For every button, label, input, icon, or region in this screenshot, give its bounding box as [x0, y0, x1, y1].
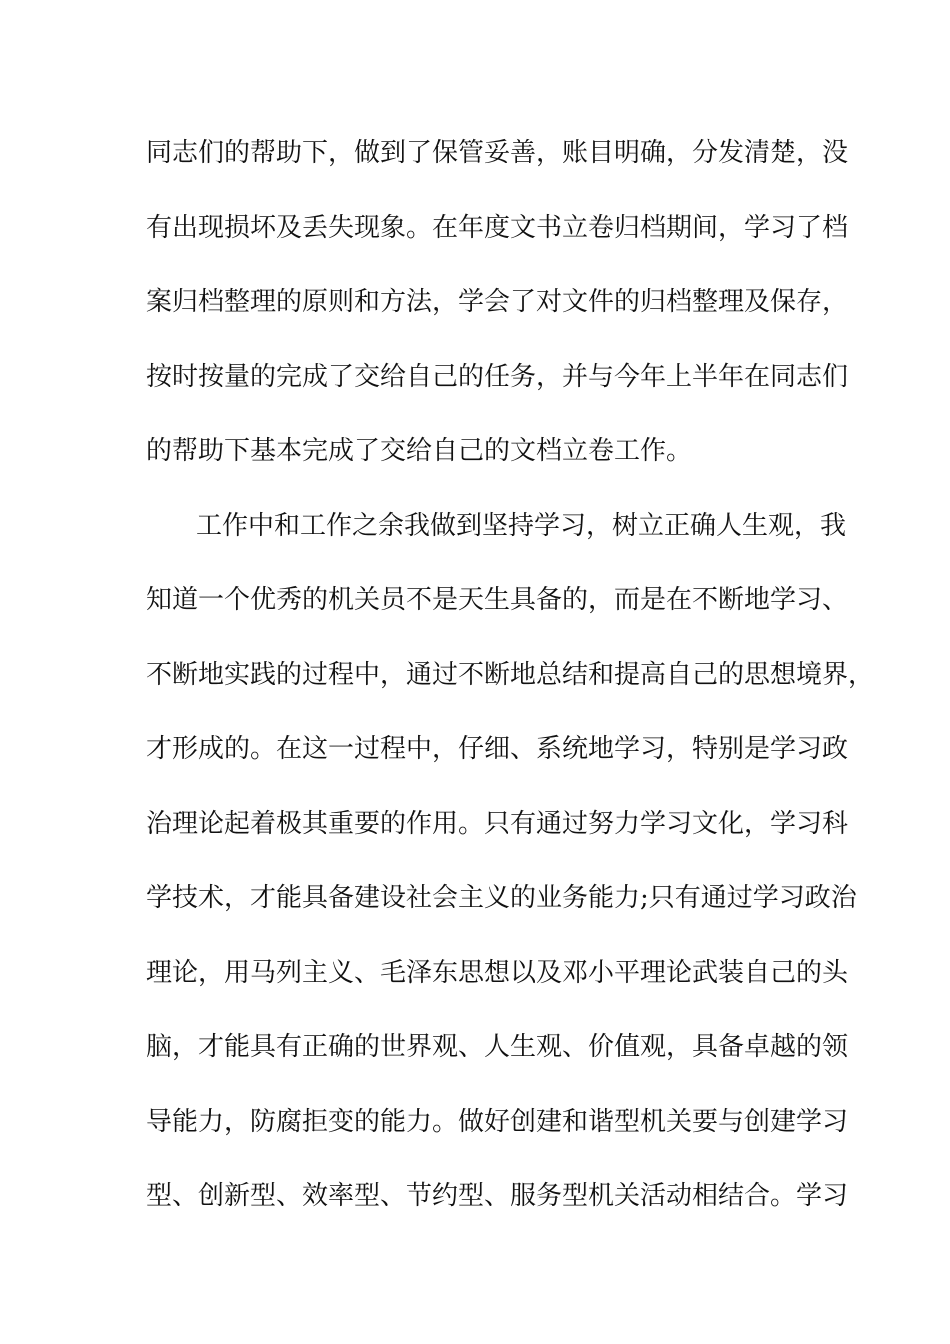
text-line: 型、创新型、效率型、节约型、服务型机关活动相结合。学习: [146, 1181, 849, 1211]
text-line: 有出现损坏及丢失现象。在年度文书立卷归档期间，学习了档: [146, 212, 849, 243]
text-line: 理论，用马列主义、毛泽东思想以及邓小平理论武装自己的头: [146, 957, 849, 988]
text-line: 导能力，防腐拒变的能力。做好创建和谐型机关要与创建学习: [146, 1106, 849, 1137]
text-line: 才形成的。在这一过程中，仔细、系统地学习，特别是学习政: [146, 734, 849, 764]
body-text: [146, 136, 875, 1254]
text-line: 学技术，才能具备建设社会主义的业务能力;只有通过学习政治: [146, 883, 857, 913]
paragraph-first-line: 工作中和工作之余我做到坚持学习，树立正确人生观，我: [196, 510, 847, 541]
text-line: 同志们的帮助下，做到了保管妥善，账目明确，分发清楚，没: [146, 138, 849, 168]
text-line: 案归档整理的原则和方法，学会了对文件的归档整理及保存，: [146, 287, 849, 317]
text-line: 的帮助下基本完成了交给自己的文档立卷工作。: [146, 436, 693, 466]
text-line: 脑，才能具有正确的世界观、人生观、价值观，具备卓越的领: [146, 1032, 849, 1062]
text-line: 治理论起着极其重要的作用。只有通过努力学习文化，学习科: [146, 808, 849, 839]
text-line: 知道一个优秀的机关员不是天生具备的，而是在不断地学习、: [146, 585, 849, 615]
text-line: 按时按量的完成了交给自己的任务，并与今年上半年在同志们: [146, 361, 849, 392]
text-line: 不断地实践的过程中，通过不断地总结和提高自己的思想境界，: [146, 659, 875, 690]
